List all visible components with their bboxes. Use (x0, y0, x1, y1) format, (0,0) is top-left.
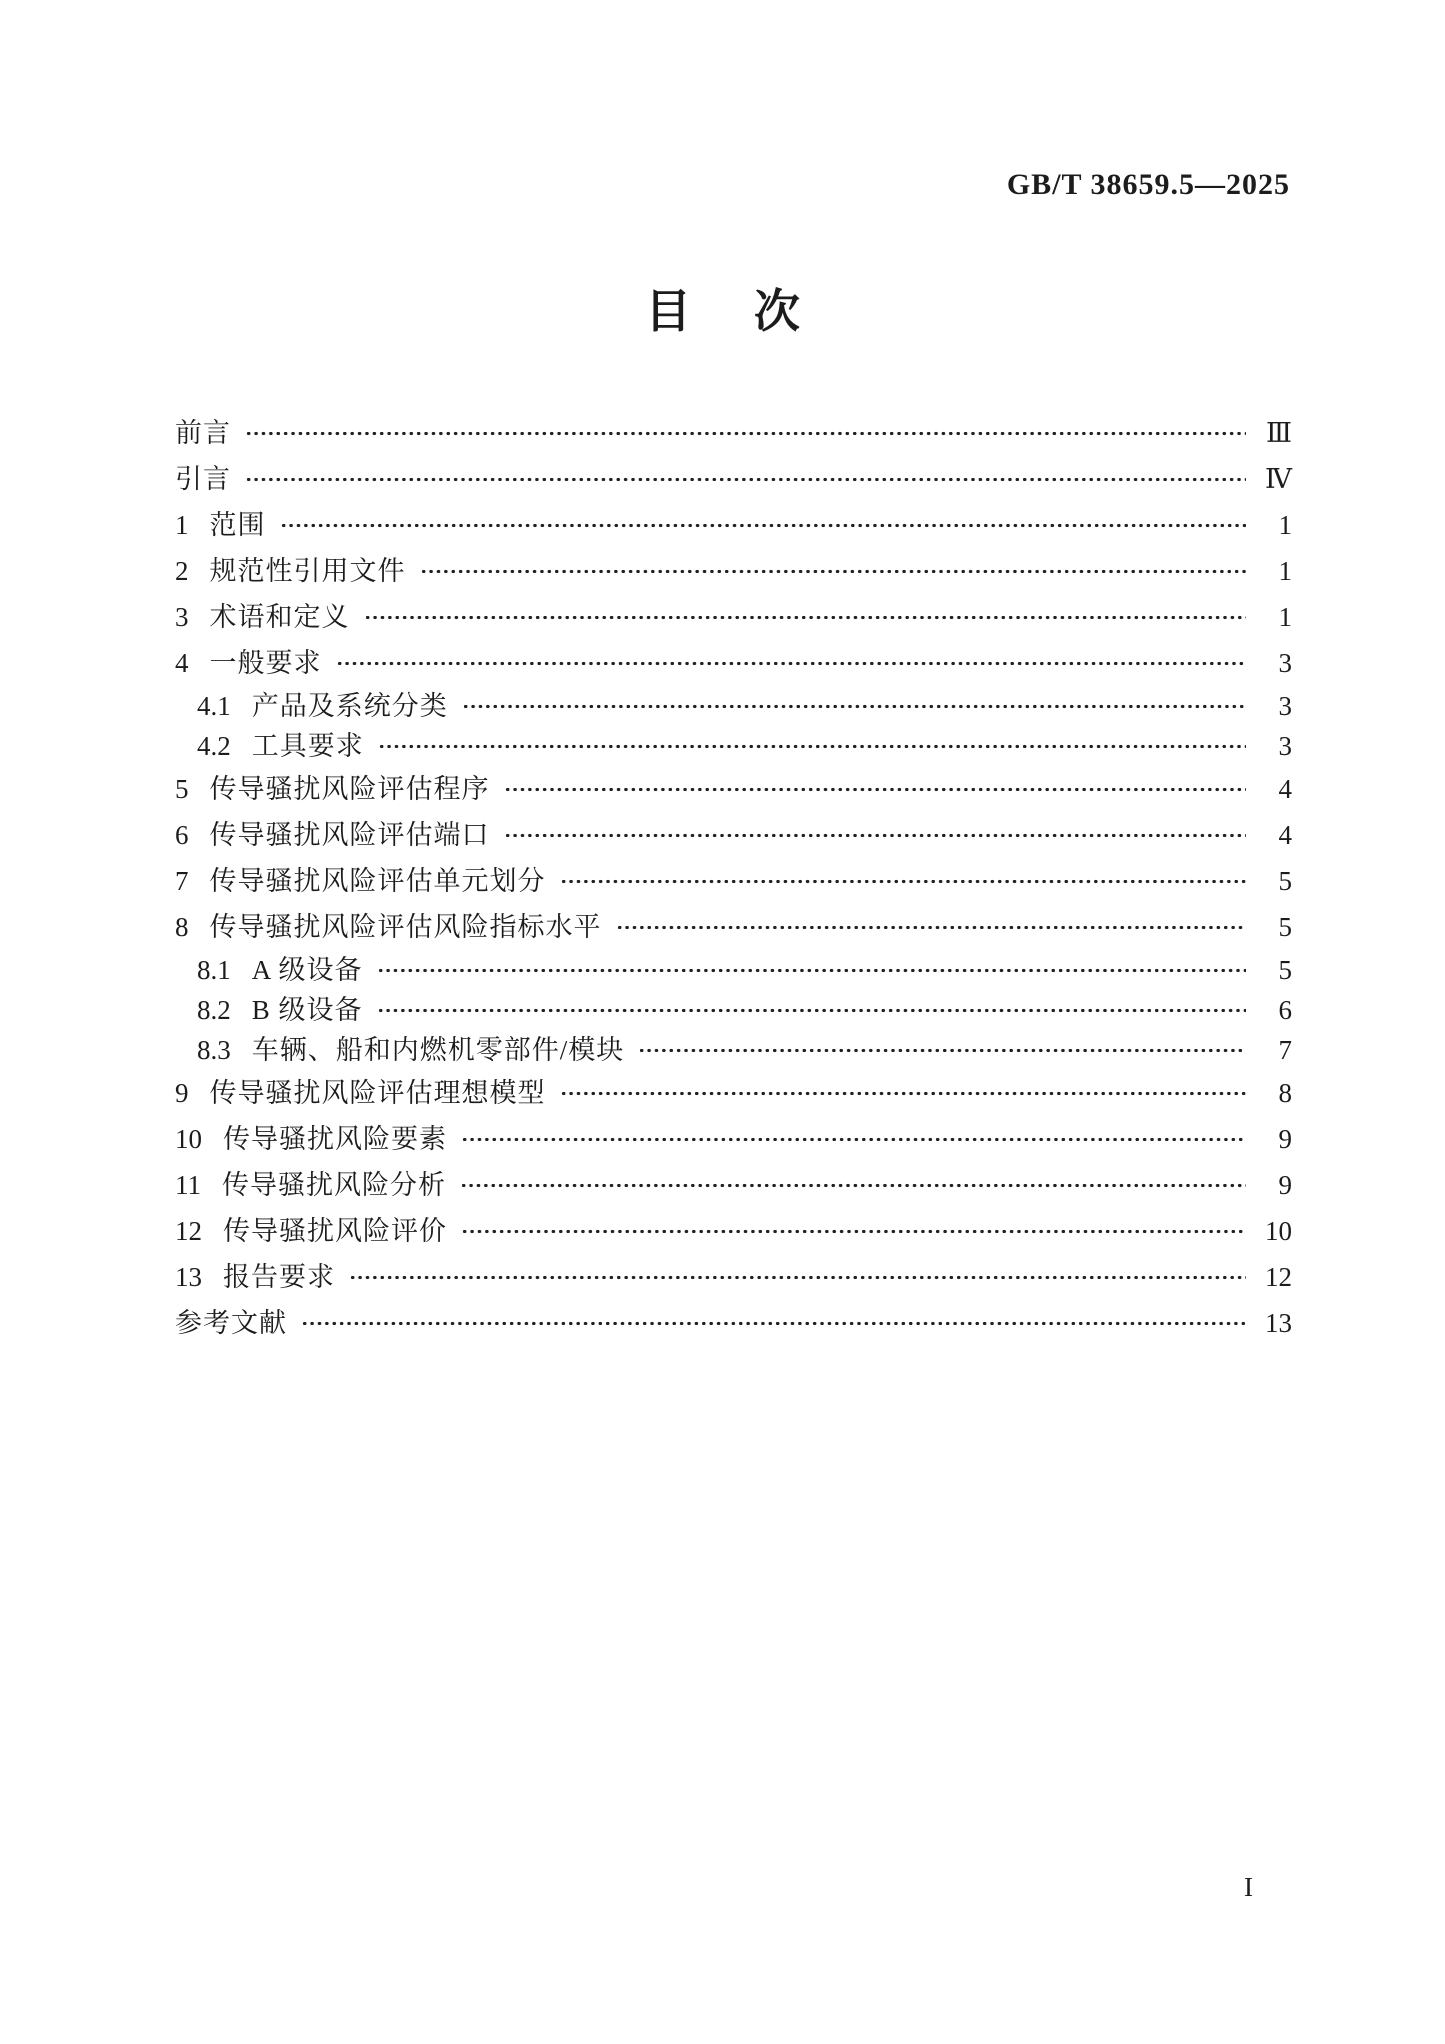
toc-entry-page: 9 (1278, 1123, 1292, 1154)
toc-entry-number: 8 (175, 911, 189, 942)
toc-entry-page: 10 (1265, 1215, 1292, 1246)
toc-row (175, 1030, 1292, 1070)
dot-leader (336, 640, 1247, 686)
toc-row (175, 686, 1292, 726)
toc-entry-label: 前言 (175, 417, 231, 448)
toc-entry-label: 传导骚扰风险评估程序 (209, 773, 490, 804)
toc-row (175, 858, 1292, 904)
toc-row (175, 990, 1292, 1030)
toc-entry-number: 7 (175, 865, 189, 896)
toc-entry-number: 5 (175, 773, 189, 804)
toc-entry-page: 12 (1265, 1261, 1292, 1292)
toc-row (175, 950, 1292, 990)
toc-entry-page: Ⅳ (1265, 463, 1292, 494)
toc-row (175, 1300, 1292, 1346)
toc-row (175, 410, 1292, 456)
toc-entry-label: 车辆、船和内燃机零部件/模块 (251, 1034, 625, 1065)
toc-entry-number: 8.2 (197, 994, 231, 1025)
toc-row (175, 1254, 1292, 1300)
dot-leader (460, 1162, 1246, 1208)
toc-entry-label: 工具要求 (251, 730, 364, 761)
toc-row (175, 594, 1292, 640)
toc-entry-number: 4 (175, 647, 189, 678)
toc-entry-label: 引言 (175, 463, 231, 494)
toc-entry-page: 5 (1278, 865, 1292, 896)
toc-entry-page: 3 (1278, 647, 1292, 678)
toc-entry-page: 5 (1278, 954, 1292, 985)
page-title: 目 次 (645, 285, 800, 337)
toc-row (175, 1162, 1292, 1208)
dot-leader (420, 548, 1247, 594)
toc-entry-number: 3 (175, 601, 189, 632)
toc-entry-number: 11 (175, 1169, 201, 1200)
dot-leader (616, 904, 1247, 950)
toc-entry-number: 2 (175, 555, 189, 586)
dot-leader (504, 766, 1247, 812)
toc-row (175, 502, 1292, 548)
toc-entry-label: 术语和定义 (209, 601, 350, 632)
toc-entry-page: 5 (1278, 911, 1292, 942)
dot-leader (377, 990, 1246, 1030)
dot-leader (461, 1208, 1246, 1254)
dot-leader (638, 1030, 1246, 1070)
toc-entry-label: 传导骚扰风险要素 (223, 1123, 447, 1154)
toc-entry-page: 3 (1278, 730, 1292, 761)
toc-entry-number: 4.1 (197, 690, 231, 721)
dot-leader (349, 1254, 1246, 1300)
toc-entry-page: 9 (1278, 1169, 1292, 1200)
dot-leader (462, 686, 1246, 726)
dot-leader (245, 456, 1246, 502)
toc-row (175, 904, 1292, 950)
toc-entry-label: 传导骚扰风险评估端口 (209, 819, 490, 850)
toc-entry-number: 10 (175, 1123, 202, 1154)
toc-entry-page: 1 (1278, 509, 1292, 540)
toc-entry-label: 报告要求 (223, 1261, 335, 1292)
dot-leader (301, 1300, 1246, 1346)
toc-entry-label: 参考文献 (175, 1307, 287, 1338)
toc-entry-page: 4 (1278, 773, 1292, 804)
toc-entry-page: 8 (1278, 1077, 1292, 1108)
footer-page-number: I (1244, 1872, 1253, 1902)
toc-row (175, 726, 1292, 766)
toc-entry-page: 1 (1278, 555, 1292, 586)
toc-row (175, 1116, 1292, 1162)
dot-leader (560, 858, 1247, 904)
standard-number: GB/T 38659.5—2025 (1006, 168, 1290, 201)
toc-row (175, 456, 1292, 502)
dot-leader (245, 410, 1246, 456)
toc-entry-page: 3 (1278, 690, 1292, 721)
toc-entry-label: 范围 (209, 509, 266, 540)
dot-leader (364, 594, 1247, 640)
toc-row (175, 1208, 1292, 1254)
dot-leader (377, 950, 1246, 990)
dot-leader (378, 726, 1246, 766)
toc-entry-number: 4.2 (197, 730, 231, 761)
toc-entry-page: 7 (1278, 1034, 1292, 1065)
toc-entry-label: 规范性引用文件 (209, 555, 406, 586)
toc-entry-number: 8.1 (197, 954, 231, 985)
toc-entry-page: Ⅲ (1265, 417, 1292, 448)
table-of-contents (175, 410, 1292, 1346)
toc-entry-label: 产品及系统分类 (251, 690, 448, 721)
toc-entry-label: 传导骚扰风险评估风险指标水平 (209, 911, 602, 942)
toc-entry-number: 6 (175, 819, 189, 850)
dot-leader (461, 1116, 1246, 1162)
toc-entry-label: B 级设备 (251, 994, 363, 1025)
toc-row (175, 640, 1292, 686)
toc-entry-label: A 级设备 (251, 954, 363, 985)
toc-entry-number: 13 (175, 1261, 202, 1292)
dot-leader (504, 812, 1247, 858)
toc-entry-page: 4 (1278, 819, 1292, 850)
dot-leader (560, 1070, 1247, 1116)
dot-leader (280, 502, 1247, 548)
toc-row (175, 812, 1292, 858)
toc-entry-page: 13 (1265, 1307, 1292, 1338)
toc-entry-number: 9 (175, 1077, 189, 1108)
toc-entry-number: 8.3 (197, 1034, 231, 1065)
toc-entry-label: 传导骚扰风险评价 (223, 1215, 447, 1246)
toc-row (175, 766, 1292, 812)
toc-entry-label: 传导骚扰风险分析 (222, 1169, 446, 1200)
toc-entry-label: 传导骚扰风险评估单元划分 (209, 865, 546, 896)
toc-row (175, 1070, 1292, 1116)
toc-entry-page: 1 (1278, 601, 1292, 632)
toc-entry-number: 12 (175, 1215, 202, 1246)
toc-entry-label: 传导骚扰风险评估理想模型 (209, 1077, 546, 1108)
toc-entry-label: 一般要求 (209, 647, 322, 678)
toc-row (175, 548, 1292, 594)
toc-entry-number: 1 (175, 509, 189, 540)
toc-entry-page: 6 (1278, 994, 1292, 1025)
